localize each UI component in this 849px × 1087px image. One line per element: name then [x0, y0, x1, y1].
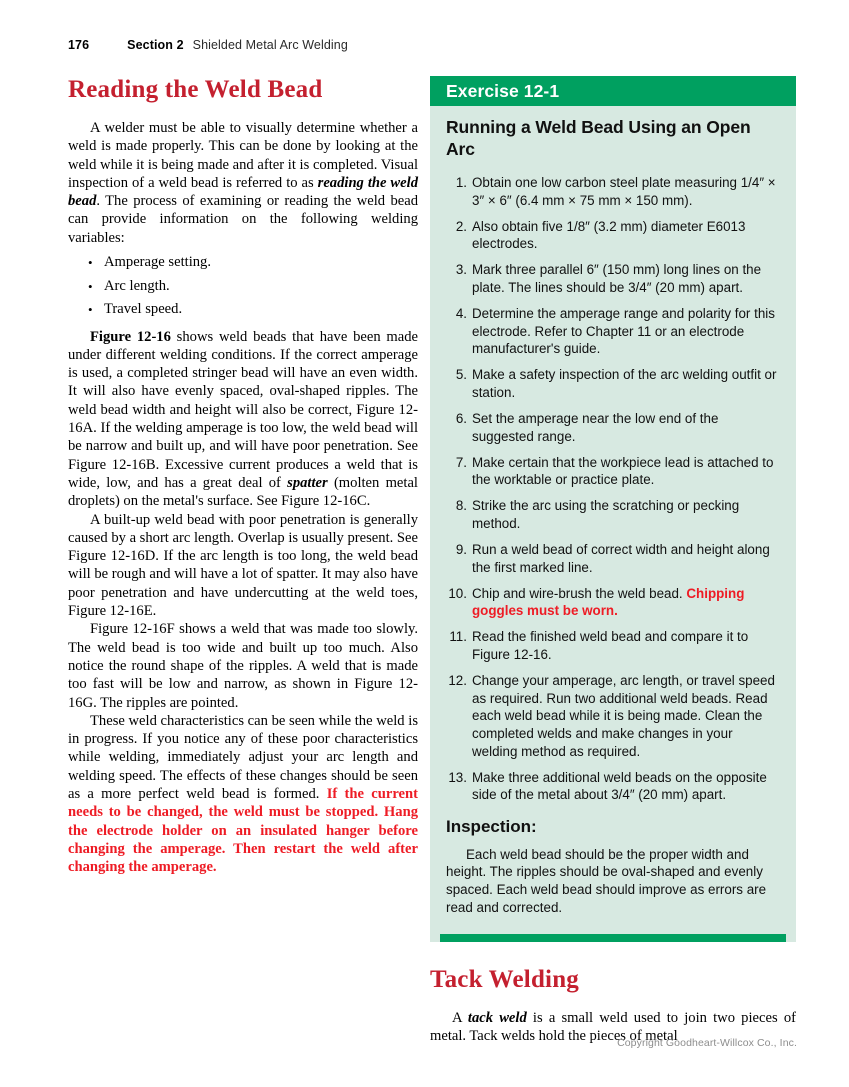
exercise-step-text: Read the finished weld bead and compare it to Figure 12-16. [472, 629, 749, 663]
list-item: • Travel speed. [88, 298, 418, 322]
paragraph-intro [68, 119, 418, 247]
exercise-step [446, 454, 780, 489]
exercise-step [446, 585, 780, 620]
exercise-step-text: Change your amperage, arc length, or travel speed as required. Run two additional weld beads. Read each weld bead while it is being made. Clean the completed welds and make changes in your welding method as required. [472, 673, 775, 759]
exercise-step-text: Determine the amperage range and polarity for this electrode. Refer to Chapter 11 or an electrode manufacturer's guide. [472, 306, 775, 357]
left-column [68, 76, 418, 876]
page-title: Reading the Weld Bead [68, 76, 323, 103]
exercise-step-text: Run a weld bead of correct width and height along the first marked line. [472, 542, 770, 575]
term-tack-weld: tack weld [467, 1010, 527, 1027]
paragraph-characteristics-part-a: These weld characteristics can be seen while the weld is in progress. If you notice any of these poor characteristics while welding, immediately adjust your arc length and welding speed. The effects of these changes should be seen as a more perfect weld bead is formed. [68, 712, 418, 802]
section-label: Section 2 [127, 38, 184, 52]
exercise-step [446, 628, 780, 663]
exercise-footer-bar [440, 934, 786, 942]
exercise-step [446, 261, 780, 296]
exercise-header-bar [430, 76, 796, 106]
exercise-step-text: Also obtain five 1/8″ (3.2 mm) diameter E6013 electrodes. [472, 218, 746, 252]
exercise-step-text: Strike the arc using the scratching or pecking method. [472, 498, 740, 531]
exercise-step-warning: Chipping goggles must be worn. [472, 585, 745, 619]
list-item: • Amperage setting. [88, 251, 418, 275]
tack-welding-part-b: is a small weld used to join two pieces of metal. Tack welds hold the pieces of metal [430, 1010, 796, 1045]
exercise-step-text: Make a safety inspection of the arc welding outfit or station. [472, 367, 777, 400]
section-title: Shielded Metal Arc Welding [192, 38, 348, 52]
right-column [430, 76, 796, 1046]
safety-warning-text: If the current needs to be changed, the weld must be stopped. Hang the electrode holder on an insulated hanger before changing the amperage. Then restart the weld after changing the amperage. [68, 786, 419, 876]
exercise-step-text: Obtain one low carbon steel plate measuring 1/4″ × 3″ × 6″ (6.4 mm × 75 mm × 150 mm). [472, 175, 776, 208]
paragraph-figure-part-b: (molten metal droplets) on the metal's surface. See Figure 12-16C. [68, 474, 418, 510]
exercise-step [446, 541, 780, 576]
exercise-step [446, 218, 780, 253]
paragraph-arc-length: A built-up weld bead with poor penetration is generally caused by a short arc length. Overlap is usually present. See Figure 12-16D. If the arc length is too long, the weld bead will be rough and will have a lot of spatter. It may also have poor penetration and have undercutting at the weld toes, Figure 12-16E. [68, 511, 418, 620]
exercise-step-text: Make three additional weld beads on the opposite side of the metal about 3/4″ (20 mm) apart. [472, 769, 767, 803]
exercise-step [446, 305, 780, 358]
term-reading-the-weld-bead: reading the weld bead [68, 174, 418, 210]
paragraph-figure-reference [68, 328, 418, 511]
paragraph-characteristics [68, 712, 418, 877]
exercise-step [446, 410, 780, 445]
exercise-title: Running a Weld Bead Using an Open Arc [446, 117, 751, 159]
exercise-step [446, 769, 780, 804]
inspection-title: Inspection: [446, 816, 537, 836]
exercise-step [446, 672, 780, 760]
copyright-notice: Copyright Goodheart-Willcox Co., Inc. [617, 1037, 797, 1049]
exercise-step [446, 174, 780, 209]
exercise-box [430, 76, 796, 942]
paragraph-travel-speed: Figure 12-16F shows a weld that was made too slowly. The weld bead is too wide and built up too much. Also notice the round shape of the ripples. A weld that is made too fast will be low and narrow, as shown in Figure 12-16G. The ripples are pointed. [68, 621, 418, 711]
paragraph-intro-part-a: A welder must be able to visually determine whether a weld is made properly. This can be done by looking at the weld while it is being made and after it is completed. Visual inspection of a weld bead is referred to as [68, 120, 418, 191]
page-number: 176 [68, 38, 90, 52]
exercise-step-text: Make certain that the workpiece lead is attached to the worktable or practice plate. [472, 454, 774, 488]
tack-welding-title: Tack Welding [430, 966, 579, 994]
running-head [68, 38, 348, 52]
exercise-number-label: Exercise 12-1 [446, 80, 560, 101]
exercise-step [446, 366, 780, 401]
paragraph-figure-part-a: shows weld beads that have been made under different welding conditions. If the correct amperage is used, a completed stringer bead will have an even width. It will also have evenly spaced, oval-shaped ripples. The weld bead width and height will also be correct, Figure 12-16A. If the welding amperage is too low, the weld bead will be narrow and built up, and will have poor penetration. See Figure 12-16B. Excessive current produces a weld that is wide, low, and has a great deal of [68, 328, 419, 491]
inspection-body: Each weld bead should be the proper width and height. The ripples should be oval-shaped and evenly spaced. Each weld bead should improve as errors are read and corrected. [446, 846, 767, 915]
figure-reference: Figure 12-16 [90, 328, 171, 345]
welding-variables-list [68, 251, 418, 322]
tack-welding-part-a: A [452, 1010, 468, 1027]
exercise-body [430, 106, 796, 920]
exercise-step [446, 497, 780, 532]
tack-welding-section [430, 966, 796, 1046]
exercise-step-text: Mark three parallel 6″ (150 mm) long lines on the plate. The lines should be 3/4″ (20 mm) apart. [472, 262, 762, 295]
paragraph-intro-part-b: . The process of examining or reading the weld bead can provide information on the following welding variables: [68, 193, 418, 246]
exercise-step-text: Set the amperage near the low end of the suggested range. [472, 411, 719, 444]
exercise-steps-list [446, 174, 780, 804]
term-spatter: spatter [287, 474, 328, 491]
exercise-step-text: Chip and wire-brush the weld bead. [472, 585, 687, 601]
list-item: • Arc length. [88, 275, 418, 299]
